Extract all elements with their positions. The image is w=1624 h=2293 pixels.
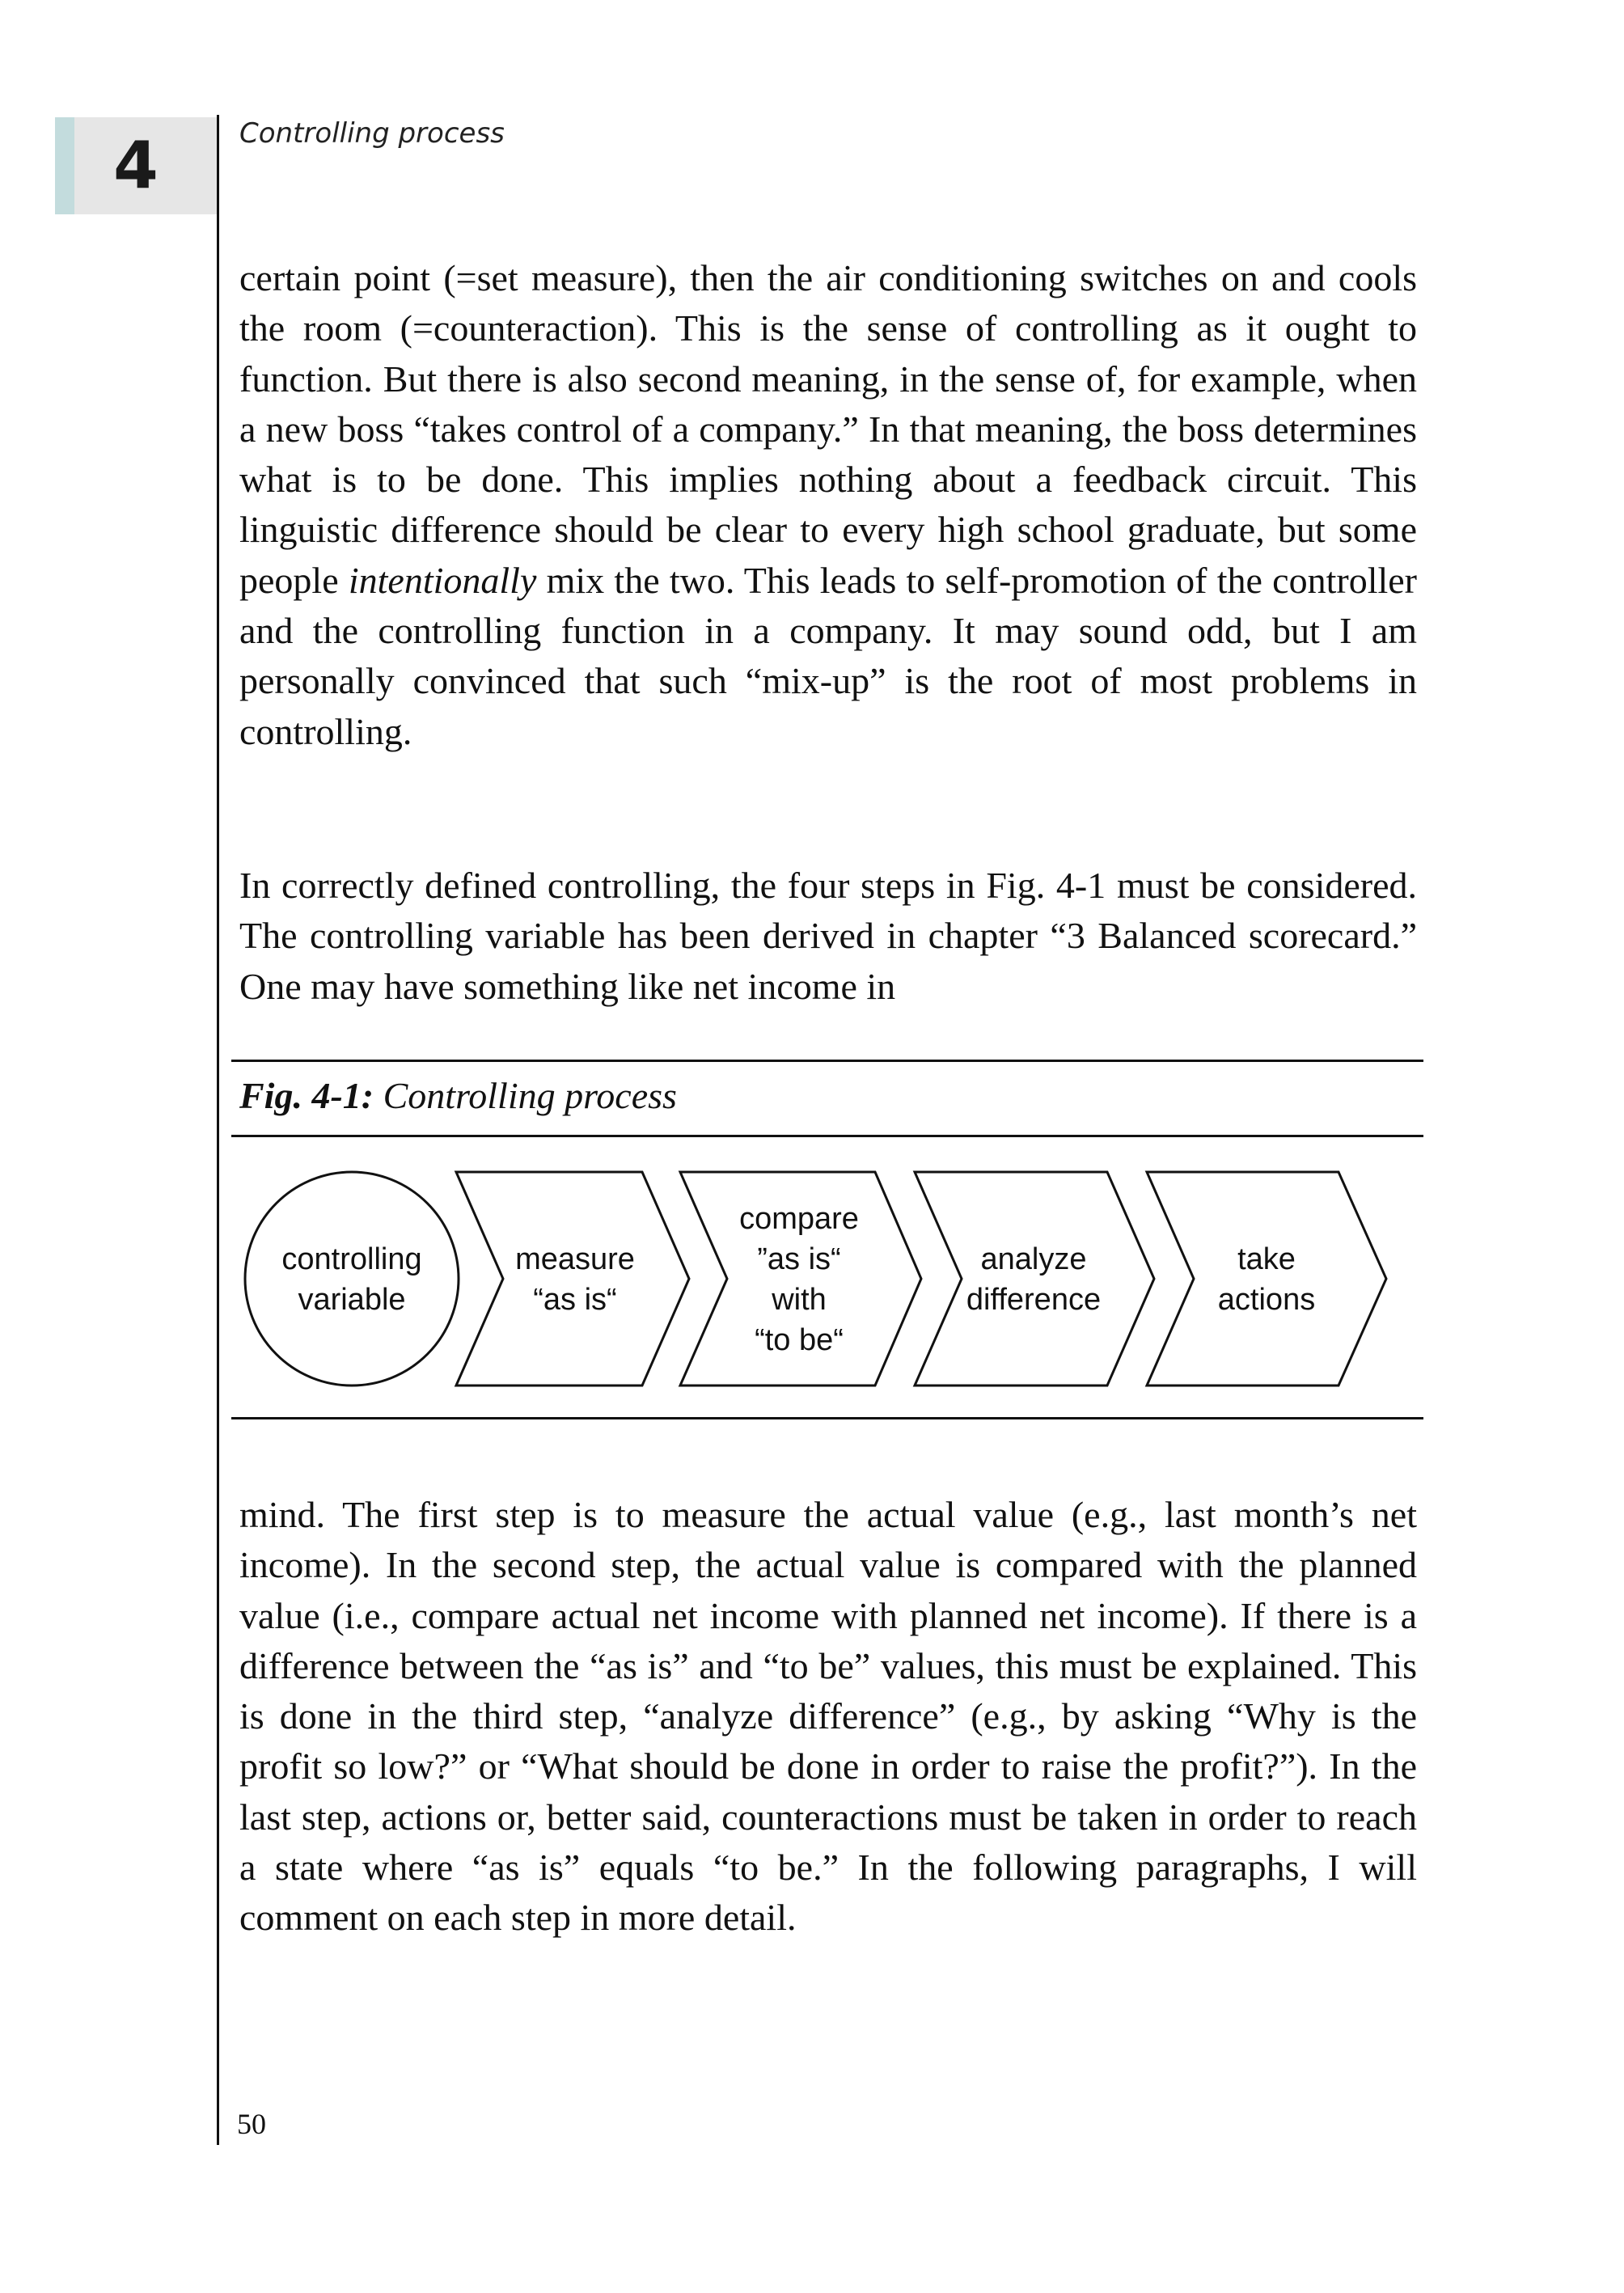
controlling-variable-label-line: controlling — [281, 1242, 422, 1276]
figure-bottom-rule — [231, 1417, 1423, 1419]
figure-caption-rule — [231, 1135, 1423, 1137]
take-actions-label-line: actions — [1217, 1283, 1316, 1317]
measure-step-shape — [456, 1172, 689, 1386]
figure-top-rule — [231, 1060, 1423, 1062]
measure-as-is-label-line: “as is“ — [533, 1283, 617, 1317]
measure-as-is-label-line: measure — [515, 1242, 635, 1276]
analyze-step-shape — [915, 1172, 1154, 1386]
actions-step-shape — [1147, 1172, 1386, 1386]
controlling-variable-label-line: variable — [298, 1283, 406, 1317]
analyze-difference-label-line: difference — [966, 1283, 1102, 1317]
running-header: Controlling process — [239, 117, 505, 150]
paragraph-1-italic: intentionally — [348, 559, 537, 601]
figure-title: Controlling process — [383, 1075, 677, 1116]
chapter-number: 4 — [113, 128, 159, 203]
controlling-variable-circle — [245, 1172, 459, 1386]
figure-caption — [239, 1074, 677, 1117]
figure-label: Fig. 4-1: — [239, 1075, 374, 1116]
compare-as-is-with-to-be-label-line: “to be“ — [755, 1323, 844, 1357]
body-paragraph-2: In correctly defined controlling, the four steps in Fig. 4-1 must be considered. The controlling variable has been derived in chapter “3 Balanced scorecard.” One may have something like net income in — [239, 865, 1417, 1007]
take-actions-label-line: take — [1237, 1242, 1296, 1276]
compare-as-is-with-to-be-label-line: with — [772, 1283, 827, 1317]
paragraph-1-text-b: mix the two. This leads to self-promotion of the controller and the controlling function in a company. It may sound odd, but I am personally convinced that such “mix-up” is the root of most problems in controlling. — [239, 559, 1417, 752]
compare-as-is-with-to-be-label-line: ”as is“ — [757, 1242, 841, 1276]
body-paragraph-3: mind. The first step is to measure the actual value (e.g., last month’s net income). In the second step, the actual value is compared with the planned value (i.e., compare actual net income with planned net income). If there is a difference between the “as is” and “to be” values, this must be explained. This is done in the third step, “analyze difference” (e.g., by asking “Why is the profit so low?” or “What should be done in order to raise the profit?”). In the last step, actions or, better said, counteractions must be taken in order to reach a state where “as is” equals “to be.” In the following paragraphs, I will comment on each step in more detail. — [239, 1494, 1417, 1939]
page-number: 50 — [237, 2108, 266, 2140]
margin-rule — [217, 115, 219, 2145]
compare-as-is-with-to-be-label-line: compare — [739, 1202, 859, 1236]
body-paragraph-1 — [239, 253, 1417, 757]
analyze-difference-label-line: analyze — [980, 1242, 1087, 1276]
controlling-process-diagram — [231, 1149, 1423, 1407]
paragraph-1-text-a: certain point (=set measure), then the air conditioning switches on and cools the room (=counteraction). This is the sense of controlling as it ought to function. But there is also second meaning, in the sense of, for example, when a new boss “takes control of a company.” In that meaning, the boss determines what is to be done. This implies nothing about a feedback circuit. This linguistic difference should be clear to every high school graduate, but some people — [239, 257, 1417, 601]
